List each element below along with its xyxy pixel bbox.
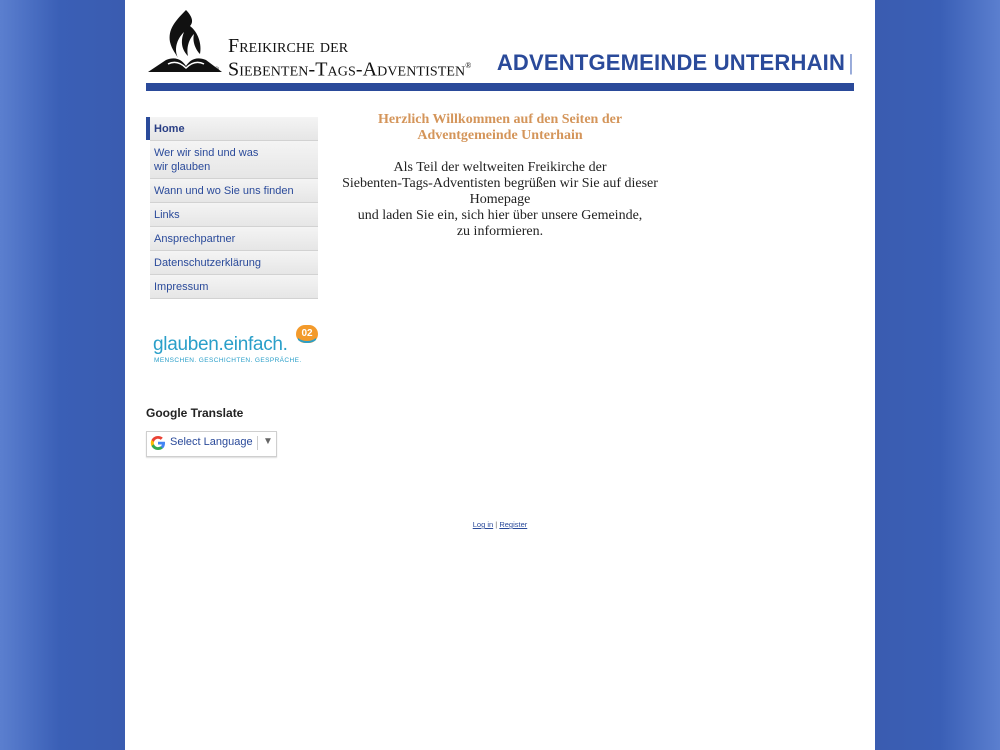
sidebar-item-about[interactable]: Wer wir sind und was wir glauben xyxy=(150,141,318,179)
svg-text:®: ® xyxy=(214,67,220,74)
glauben-badge-icon xyxy=(295,324,319,346)
sidebar-item-location[interactable]: Wann und wo Sie uns finden xyxy=(150,179,318,203)
glauben-logo-text: glauben.einfach. xyxy=(153,334,288,355)
intro-line: und laden Sie ein, sich hier über unsere Gemeinde, xyxy=(357,208,643,223)
register-link[interactable]: Register xyxy=(499,520,528,529)
sidebar-item-privacy[interactable]: Datenschutzerklärung xyxy=(150,251,318,275)
svg-text:02: 02 xyxy=(301,328,313,339)
logo-line-1: Freikirche der xyxy=(228,35,349,57)
flame-bible-icon xyxy=(146,8,226,76)
login-link[interactable]: Log in xyxy=(472,520,494,529)
sidebar-item-imprint[interactable]: Impressum xyxy=(150,275,318,299)
intro-line: zu informieren. xyxy=(456,224,544,239)
glauben-logo-subtitle: MENSCHEN. GESCHICHTEN. GESPRÄCHE. xyxy=(154,357,302,364)
intro-text xyxy=(340,160,660,240)
header-divider xyxy=(146,83,854,91)
google-g-icon xyxy=(150,435,166,451)
welcome-line-1: Herzlich Willkommen auf den Seiten der xyxy=(377,112,623,127)
welcome-heading xyxy=(340,112,660,144)
header xyxy=(146,8,854,92)
logo-line-2: Siebenten-Tags-Adventisten xyxy=(228,58,466,81)
logo-wordmark xyxy=(228,36,471,80)
title-separator: | xyxy=(848,50,854,75)
language-select[interactable] xyxy=(146,431,277,457)
language-select-label: Select Language xyxy=(170,436,253,448)
intro-line: Homepage xyxy=(469,192,531,207)
welcome-line-2: Adventgemeinde Unterhain xyxy=(417,128,583,143)
select-divider xyxy=(257,436,258,450)
footer xyxy=(125,520,875,529)
site-title-text: ADVENTGEMEINDE UNTERHAIN xyxy=(496,50,846,75)
page xyxy=(125,0,875,750)
main-content xyxy=(340,112,660,240)
sidebar-item-contacts[interactable]: Ansprechpartner xyxy=(150,227,318,251)
church-logo[interactable] xyxy=(146,8,476,81)
intro-line: Siebenten-Tags-Adventisten begrüßen wir Sie auf dieser xyxy=(342,176,658,191)
sidebar-item-home[interactable]: Home xyxy=(150,117,318,141)
site-title[interactable] xyxy=(497,50,854,76)
sidebar-item-links[interactable]: Links xyxy=(150,203,318,227)
glauben-einfach-logo[interactable] xyxy=(153,324,318,368)
sidebar-nav xyxy=(146,117,318,299)
google-translate-title: Google Translate xyxy=(146,406,244,420)
sidebar xyxy=(146,117,318,448)
footer-separator: | xyxy=(495,520,498,529)
intro-line: Als Teil der weltweiten Freikirche der xyxy=(393,160,607,175)
dropdown-arrow-icon: ▼ xyxy=(263,436,273,447)
registered-mark: ® xyxy=(465,61,472,70)
